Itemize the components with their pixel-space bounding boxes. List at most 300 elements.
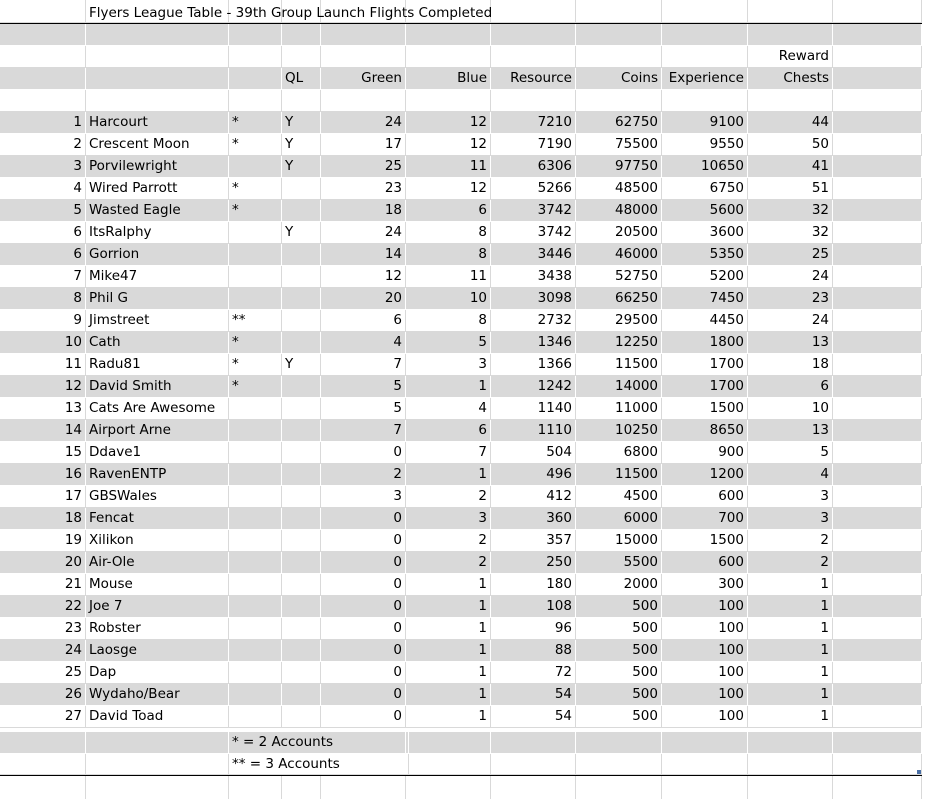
cell-blue[interactable]: 1 <box>406 464 491 485</box>
cell-green[interactable]: 0 <box>321 508 406 529</box>
cell-name[interactable]: Phil G <box>86 288 229 309</box>
cell-name[interactable]: Dap <box>86 662 229 683</box>
cell-accounts[interactable] <box>229 706 282 727</box>
cell-accounts[interactable]: * <box>229 178 282 199</box>
cell-chests[interactable]: 10 <box>748 398 833 419</box>
cell-coins[interactable]: 5500 <box>576 552 662 573</box>
cell-accounts[interactable] <box>229 486 282 507</box>
cell-resource[interactable]: 1140 <box>491 398 576 419</box>
cell-rank[interactable]: 19 <box>0 530 86 551</box>
cell-empty[interactable] <box>833 464 922 485</box>
cell-ql[interactable] <box>282 662 321 683</box>
header-green[interactable]: Green <box>321 68 406 89</box>
cell-chests[interactable]: 2 <box>748 530 833 551</box>
cell-chests[interactable]: 24 <box>748 266 833 287</box>
cell-chests[interactable]: 51 <box>748 178 833 199</box>
cell-name[interactable]: Mouse <box>86 574 229 595</box>
cell-chests[interactable]: 44 <box>748 112 833 133</box>
cell-green[interactable]: 5 <box>321 376 406 397</box>
header-blue[interactable]: Blue <box>406 68 491 89</box>
cell-ql[interactable] <box>282 508 321 529</box>
cell-blue[interactable]: 1 <box>406 618 491 639</box>
cell-accounts[interactable]: ** <box>229 310 282 331</box>
cell-green[interactable]: 17 <box>321 134 406 155</box>
cell-ql[interactable] <box>282 442 321 463</box>
cell-chests[interactable]: 24 <box>748 310 833 331</box>
cell-empty[interactable] <box>833 486 922 507</box>
cell-accounts[interactable] <box>229 508 282 529</box>
cell-accounts[interactable] <box>229 596 282 617</box>
cell-chests[interactable]: 18 <box>748 354 833 375</box>
cell-green[interactable]: 0 <box>321 596 406 617</box>
cell-resource[interactable]: 96 <box>491 618 576 639</box>
cell-rank[interactable]: 2 <box>0 134 86 155</box>
cell-resource[interactable]: 1346 <box>491 332 576 353</box>
cell-empty[interactable] <box>833 618 922 639</box>
cell-experience[interactable]: 100 <box>662 706 748 727</box>
cell-coins[interactable]: 52750 <box>576 266 662 287</box>
cell-empty[interactable] <box>833 112 922 133</box>
cell-chests[interactable]: 23 <box>748 288 833 309</box>
cell-ql[interactable] <box>282 552 321 573</box>
cell-ql[interactable]: Y <box>282 156 321 177</box>
cell-name[interactable]: Laosge <box>86 640 229 661</box>
cell-accounts[interactable] <box>229 530 282 551</box>
cell-coins[interactable]: 2000 <box>576 574 662 595</box>
cell-chests[interactable]: 4 <box>748 464 833 485</box>
cell-resource[interactable]: 3098 <box>491 288 576 309</box>
cell-experience[interactable]: 1800 <box>662 332 748 353</box>
cell-rank[interactable]: 16 <box>0 464 86 485</box>
cell-name[interactable]: Jimstreet <box>86 310 229 331</box>
cell-coins[interactable]: 500 <box>576 596 662 617</box>
cell-accounts[interactable]: * <box>229 354 282 375</box>
cell-resource[interactable]: 6306 <box>491 156 576 177</box>
cell-green[interactable]: 0 <box>321 552 406 573</box>
cell-empty[interactable] <box>833 156 922 177</box>
cell-coins[interactable]: 20500 <box>576 222 662 243</box>
cell-green[interactable]: 0 <box>321 684 406 705</box>
cell-coins[interactable]: 500 <box>576 662 662 683</box>
cell-experience[interactable]: 9100 <box>662 112 748 133</box>
cell-name[interactable]: ItsRalphy <box>86 222 229 243</box>
cell-empty[interactable] <box>833 508 922 529</box>
cell-rank[interactable]: 10 <box>0 332 86 353</box>
cell-accounts[interactable]: * <box>229 200 282 221</box>
cell-experience[interactable]: 1700 <box>662 376 748 397</box>
cell-blue[interactable]: 1 <box>406 596 491 617</box>
cell-chests[interactable]: 50 <box>748 134 833 155</box>
cell-rank[interactable]: 26 <box>0 684 86 705</box>
cell-blue[interactable]: 12 <box>406 178 491 199</box>
cell-ql[interactable] <box>282 288 321 309</box>
cell-green[interactable]: 7 <box>321 420 406 441</box>
cell-coins[interactable]: 6800 <box>576 442 662 463</box>
cell-experience[interactable]: 600 <box>662 486 748 507</box>
cell-rank[interactable]: 4 <box>0 178 86 199</box>
cell-chests[interactable]: 6 <box>748 376 833 397</box>
cell-empty[interactable] <box>833 640 922 661</box>
cell-resource[interactable]: 504 <box>491 442 576 463</box>
cell-green[interactable]: 23 <box>321 178 406 199</box>
cell-accounts[interactable] <box>229 618 282 639</box>
cell-name[interactable]: Wydaho/Bear <box>86 684 229 705</box>
cell-chests[interactable]: 32 <box>748 222 833 243</box>
cell-rank[interactable]: 8 <box>0 288 86 309</box>
cell-green[interactable]: 25 <box>321 156 406 177</box>
cell-empty[interactable] <box>833 420 922 441</box>
cell-accounts[interactable]: * <box>229 134 282 155</box>
cell-resource[interactable]: 3742 <box>491 222 576 243</box>
legend-three-accounts[interactable]: ** = 3 Accounts <box>229 754 409 774</box>
cell-coins[interactable]: 11500 <box>576 464 662 485</box>
cell-ql[interactable] <box>282 530 321 551</box>
cell-ql[interactable] <box>282 266 321 287</box>
cell-empty[interactable] <box>833 530 922 551</box>
cell-name[interactable]: Wasted Eagle <box>86 200 229 221</box>
cell-name[interactable]: RavenENTP <box>86 464 229 485</box>
cell-ql[interactable] <box>282 420 321 441</box>
cell-experience[interactable]: 5600 <box>662 200 748 221</box>
cell-accounts[interactable] <box>229 222 282 243</box>
cell-accounts[interactable] <box>229 574 282 595</box>
cell-experience[interactable]: 6750 <box>662 178 748 199</box>
cell-resource[interactable]: 7190 <box>491 134 576 155</box>
cell-resource[interactable]: 3446 <box>491 244 576 265</box>
cell-empty[interactable] <box>833 244 922 265</box>
cell-coins[interactable]: 97750 <box>576 156 662 177</box>
cell-blue[interactable]: 4 <box>406 398 491 419</box>
cell-green[interactable]: 0 <box>321 618 406 639</box>
header-experience[interactable]: Experience <box>662 68 748 89</box>
cell-blue[interactable]: 11 <box>406 156 491 177</box>
cell-ql[interactable] <box>282 486 321 507</box>
cell-empty[interactable] <box>833 398 922 419</box>
cell-experience[interactable]: 100 <box>662 618 748 639</box>
cell-empty[interactable] <box>833 706 922 727</box>
cell-accounts[interactable]: * <box>229 332 282 353</box>
cell-blue[interactable]: 10 <box>406 288 491 309</box>
cell-accounts[interactable] <box>229 662 282 683</box>
cell-ql[interactable] <box>282 178 321 199</box>
cell-ql[interactable] <box>282 464 321 485</box>
cell-resource[interactable]: 3438 <box>491 266 576 287</box>
cell-green[interactable]: 24 <box>321 222 406 243</box>
cell-experience[interactable]: 4450 <box>662 310 748 331</box>
cell-rank[interactable]: 18 <box>0 508 86 529</box>
cell-chests[interactable]: 1 <box>748 706 833 727</box>
cell-rank[interactable]: 5 <box>0 200 86 221</box>
cell-empty[interactable] <box>833 266 922 287</box>
cell-accounts[interactable]: * <box>229 376 282 397</box>
cell-resource[interactable]: 357 <box>491 530 576 551</box>
cell-coins[interactable]: 29500 <box>576 310 662 331</box>
cell-rank[interactable]: 27 <box>0 706 86 727</box>
cell-green[interactable]: 7 <box>321 354 406 375</box>
cell-name[interactable]: David Smith <box>86 376 229 397</box>
cell-coins[interactable]: 48500 <box>576 178 662 199</box>
cell-ql[interactable] <box>282 640 321 661</box>
cell-ql[interactable] <box>282 244 321 265</box>
cell-accounts[interactable] <box>229 684 282 705</box>
cell-ql[interactable]: Y <box>282 222 321 243</box>
cell-green[interactable]: 0 <box>321 574 406 595</box>
cell-green[interactable]: 4 <box>321 332 406 353</box>
cell-blue[interactable]: 1 <box>406 640 491 661</box>
cell-coins[interactable]: 500 <box>576 640 662 661</box>
cell-name[interactable]: Wired Parrott <box>86 178 229 199</box>
cell-chests[interactable]: 3 <box>748 508 833 529</box>
cell-accounts[interactable] <box>229 442 282 463</box>
cell-name[interactable]: Cath <box>86 332 229 353</box>
cell-blue[interactable]: 1 <box>406 574 491 595</box>
cell-ql[interactable]: Y <box>282 354 321 375</box>
cell-blue[interactable]: 2 <box>406 530 491 551</box>
cell-chests[interactable]: 1 <box>748 640 833 661</box>
cell-chests[interactable]: 13 <box>748 420 833 441</box>
cell-green[interactable]: 0 <box>321 442 406 463</box>
cell-rank[interactable]: 14 <box>0 420 86 441</box>
cell-rank[interactable]: 11 <box>0 354 86 375</box>
cell-empty[interactable] <box>833 574 922 595</box>
cell-experience[interactable]: 700 <box>662 508 748 529</box>
cell-chests[interactable]: 32 <box>748 200 833 221</box>
cell-resource[interactable]: 54 <box>491 684 576 705</box>
cell-rank[interactable]: 23 <box>0 618 86 639</box>
cell-name[interactable]: David Toad <box>86 706 229 727</box>
cell-blue[interactable]: 2 <box>406 552 491 573</box>
cell-ql[interactable] <box>282 618 321 639</box>
cell-rank[interactable]: 3 <box>0 156 86 177</box>
cell-rank[interactable]: 9 <box>0 310 86 331</box>
cell-name[interactable]: Harcourt <box>86 112 229 133</box>
cell-chests[interactable]: 1 <box>748 574 833 595</box>
cell-coins[interactable]: 62750 <box>576 112 662 133</box>
cell-coins[interactable]: 500 <box>576 684 662 705</box>
cell-chests[interactable]: 1 <box>748 662 833 683</box>
cell-chests[interactable]: 5 <box>748 442 833 463</box>
cell-green[interactable]: 5 <box>321 398 406 419</box>
cell-chests[interactable]: 1 <box>748 618 833 639</box>
cell-experience[interactable]: 1200 <box>662 464 748 485</box>
cell-rank[interactable]: 1 <box>0 112 86 133</box>
cell-coins[interactable]: 66250 <box>576 288 662 309</box>
fill-handle-icon[interactable] <box>917 770 921 774</box>
cell-green[interactable]: 3 <box>321 486 406 507</box>
cell-accounts[interactable] <box>229 288 282 309</box>
cell-blue[interactable]: 12 <box>406 112 491 133</box>
cell-empty[interactable] <box>833 222 922 243</box>
cell-empty[interactable] <box>833 662 922 683</box>
cell-blue[interactable]: 8 <box>406 244 491 265</box>
cell-blue[interactable]: 3 <box>406 508 491 529</box>
cell-chests[interactable]: 41 <box>748 156 833 177</box>
cell-empty[interactable] <box>833 442 922 463</box>
cell-accounts[interactable] <box>229 464 282 485</box>
cell-blue[interactable]: 3 <box>406 354 491 375</box>
cell-empty[interactable] <box>833 288 922 309</box>
header-chests[interactable]: Chests <box>748 68 833 89</box>
cell-coins[interactable]: 500 <box>576 618 662 639</box>
cell-name[interactable]: GBSWales <box>86 486 229 507</box>
cell-name[interactable]: Robster <box>86 618 229 639</box>
cell-experience[interactable]: 9550 <box>662 134 748 155</box>
cell-accounts[interactable] <box>229 156 282 177</box>
cell-rank[interactable]: 6 <box>0 222 86 243</box>
cell-name[interactable]: Crescent Moon <box>86 134 229 155</box>
cell-ql[interactable] <box>282 596 321 617</box>
cell-ql[interactable] <box>282 398 321 419</box>
cell-rank[interactable]: 7 <box>0 266 86 287</box>
header-coins[interactable]: Coins <box>576 68 662 89</box>
cell-coins[interactable]: 6000 <box>576 508 662 529</box>
cell-rank[interactable]: 20 <box>0 552 86 573</box>
cell-blue[interactable]: 12 <box>406 134 491 155</box>
cell-accounts[interactable] <box>229 552 282 573</box>
cell-coins[interactable]: 14000 <box>576 376 662 397</box>
cell-resource[interactable]: 72 <box>491 662 576 683</box>
cell-green[interactable]: 0 <box>321 662 406 683</box>
cell-empty[interactable] <box>833 310 922 331</box>
cell-coins[interactable]: 12250 <box>576 332 662 353</box>
cell-rank[interactable]: 12 <box>0 376 86 397</box>
cell-empty[interactable] <box>833 552 922 573</box>
cell-ql[interactable]: Y <box>282 112 321 133</box>
cell-rank[interactable]: 13 <box>0 398 86 419</box>
cell-resource[interactable]: 1366 <box>491 354 576 375</box>
sheet-title[interactable]: Flyers League Table - 39th Group Launch Flights Completed <box>89 5 493 21</box>
cell-ql[interactable] <box>282 376 321 397</box>
cell-green[interactable]: 0 <box>321 706 406 727</box>
cell-accounts[interactable] <box>229 244 282 265</box>
cell-resource[interactable]: 250 <box>491 552 576 573</box>
cell-experience[interactable]: 3600 <box>662 222 748 243</box>
cell-coins[interactable]: 48000 <box>576 200 662 221</box>
cell-experience[interactable]: 1700 <box>662 354 748 375</box>
cell-accounts[interactable] <box>229 266 282 287</box>
cell-empty[interactable] <box>833 134 922 155</box>
cell-coins[interactable]: 75500 <box>576 134 662 155</box>
cell-experience[interactable]: 10650 <box>662 156 748 177</box>
cell-resource[interactable]: 7210 <box>491 112 576 133</box>
cell-coins[interactable]: 46000 <box>576 244 662 265</box>
cell-name[interactable]: Mike47 <box>86 266 229 287</box>
cell-name[interactable]: Cats Are Awesome <box>86 398 229 419</box>
cell-experience[interactable]: 8650 <box>662 420 748 441</box>
cell-green[interactable]: 18 <box>321 200 406 221</box>
cell-green[interactable]: 0 <box>321 640 406 661</box>
cell-name[interactable]: Xilikon <box>86 530 229 551</box>
header-resource[interactable]: Resource <box>491 68 576 89</box>
cell-name[interactable]: Joe 7 <box>86 596 229 617</box>
cell-name[interactable]: Air-Ole <box>86 552 229 573</box>
cell-resource[interactable]: 412 <box>491 486 576 507</box>
cell-rank[interactable]: 15 <box>0 442 86 463</box>
header-ql[interactable]: QL <box>282 68 321 89</box>
cell-resource[interactable]: 5266 <box>491 178 576 199</box>
cell-green[interactable]: 12 <box>321 266 406 287</box>
cell-resource[interactable]: 54 <box>491 706 576 727</box>
cell-empty[interactable] <box>833 178 922 199</box>
cell-resource[interactable]: 3742 <box>491 200 576 221</box>
cell-rank[interactable]: 21 <box>0 574 86 595</box>
cell-resource[interactable]: 496 <box>491 464 576 485</box>
cell-resource[interactable]: 1110 <box>491 420 576 441</box>
cell-accounts[interactable]: * <box>229 112 282 133</box>
cell-ql[interactable] <box>282 310 321 331</box>
cell-coins[interactable]: 10250 <box>576 420 662 441</box>
cell-coins[interactable]: 11500 <box>576 354 662 375</box>
cell-experience[interactable]: 7450 <box>662 288 748 309</box>
legend-two-accounts[interactable]: * = 2 Accounts <box>229 732 409 753</box>
cell-name[interactable]: Fencat <box>86 508 229 529</box>
cell-empty[interactable] <box>833 684 922 705</box>
cell-experience[interactable]: 600 <box>662 552 748 573</box>
cell-blue[interactable]: 1 <box>406 706 491 727</box>
cell-name[interactable]: Porvilewright <box>86 156 229 177</box>
cell-chests[interactable]: 3 <box>748 486 833 507</box>
cell-resource[interactable]: 1242 <box>491 376 576 397</box>
cell-experience[interactable]: 100 <box>662 640 748 661</box>
cell-coins[interactable]: 15000 <box>576 530 662 551</box>
cell-coins[interactable]: 11000 <box>576 398 662 419</box>
cell-green[interactable]: 14 <box>321 244 406 265</box>
cell-resource[interactable]: 88 <box>491 640 576 661</box>
cell-chests[interactable]: 25 <box>748 244 833 265</box>
cell-blue[interactable]: 1 <box>406 684 491 705</box>
cell-rank[interactable]: 17 <box>0 486 86 507</box>
cell-ql[interactable] <box>282 332 321 353</box>
cell-blue[interactable]: 1 <box>406 376 491 397</box>
cell-name[interactable]: Airport Arne <box>86 420 229 441</box>
cell-blue[interactable]: 8 <box>406 222 491 243</box>
cell-resource[interactable]: 180 <box>491 574 576 595</box>
cell-blue[interactable]: 2 <box>406 486 491 507</box>
cell-ql[interactable] <box>282 574 321 595</box>
cell-empty[interactable] <box>833 376 922 397</box>
cell-resource[interactable]: 360 <box>491 508 576 529</box>
cell-accounts[interactable] <box>229 640 282 661</box>
cell-blue[interactable]: 5 <box>406 332 491 353</box>
cell-chests[interactable]: 1 <box>748 684 833 705</box>
cell-chests[interactable]: 13 <box>748 332 833 353</box>
cell-empty[interactable] <box>833 354 922 375</box>
cell-ql[interactable] <box>282 200 321 221</box>
cell-ql[interactable] <box>282 706 321 727</box>
cell-blue[interactable]: 8 <box>406 310 491 331</box>
cell-rank[interactable]: 6 <box>0 244 86 265</box>
header-reward[interactable]: Reward <box>748 46 833 67</box>
cell-resource[interactable]: 108 <box>491 596 576 617</box>
cell-empty[interactable] <box>833 596 922 617</box>
cell-chests[interactable]: 2 <box>748 552 833 573</box>
cell-empty[interactable] <box>833 200 922 221</box>
cell-experience[interactable]: 1500 <box>662 398 748 419</box>
cell-name[interactable]: Gorrion <box>86 244 229 265</box>
cell-rank[interactable]: 24 <box>0 640 86 661</box>
cell-experience[interactable]: 100 <box>662 596 748 617</box>
cell-accounts[interactable] <box>229 420 282 441</box>
cell-accounts[interactable] <box>229 398 282 419</box>
cell-experience[interactable]: 100 <box>662 684 748 705</box>
cell-ql[interactable]: Y <box>282 134 321 155</box>
cell-blue[interactable]: 1 <box>406 662 491 683</box>
cell-experience[interactable]: 1500 <box>662 530 748 551</box>
cell-blue[interactable]: 6 <box>406 420 491 441</box>
cell-coins[interactable]: 500 <box>576 706 662 727</box>
cell-experience[interactable]: 5350 <box>662 244 748 265</box>
cell-name[interactable]: Ddave1 <box>86 442 229 463</box>
